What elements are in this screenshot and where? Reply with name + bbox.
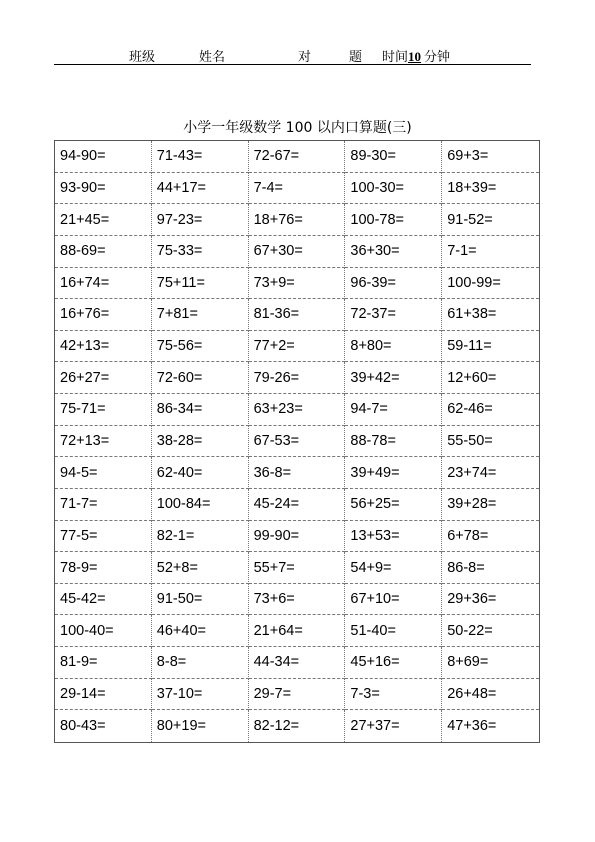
problem-cell: 39+42= bbox=[345, 362, 442, 394]
problem-cell: 7-1= bbox=[442, 236, 539, 268]
problem-cell: 97-23= bbox=[152, 204, 249, 236]
problem-cell: 47+36= bbox=[447, 718, 497, 735]
problem-cell: 21+45= bbox=[55, 204, 152, 236]
problem-cell: 8-8= bbox=[152, 647, 249, 679]
problem-cell: 72-60= bbox=[152, 362, 249, 394]
problem-cell: 18+39= bbox=[442, 173, 539, 205]
problem-cell: 82-12= bbox=[249, 710, 346, 742]
name-label: 姓名 bbox=[199, 50, 226, 65]
problem-cell: 39+28= bbox=[442, 489, 539, 521]
problem-cell: 27+37= bbox=[345, 710, 442, 742]
problem-cell: 81-9= bbox=[55, 647, 152, 679]
problem-cell: 54+9= bbox=[345, 552, 442, 584]
problem-cell: 61+38= bbox=[442, 299, 539, 331]
problem-cell: 26+27= bbox=[55, 362, 152, 394]
problem-cell: 8+80= bbox=[345, 331, 442, 363]
score-blank bbox=[315, 52, 349, 65]
problem-cell: 75-56= bbox=[152, 331, 249, 363]
problem-cell: 36+30= bbox=[345, 236, 442, 268]
problem-cell: 77+2= bbox=[249, 331, 346, 363]
problem-cell: 79-26= bbox=[249, 362, 346, 394]
problem-grid bbox=[54, 140, 540, 743]
problem-cell: 50-22= bbox=[442, 615, 539, 647]
problem-cell: 59-11= bbox=[442, 331, 539, 363]
problem-cell: 86-34= bbox=[152, 394, 249, 426]
problem-cell: 100-40= bbox=[55, 615, 152, 647]
worksheet-header bbox=[54, 42, 531, 65]
problem-cell: 26+48= bbox=[442, 679, 539, 711]
problem-cell: 51-40= bbox=[345, 615, 442, 647]
time-label: 时间 bbox=[382, 50, 409, 65]
problem-cell: 12+60= bbox=[442, 362, 539, 394]
problem-cell: 23+74= bbox=[442, 457, 539, 489]
problem-cell: 67+10= bbox=[345, 584, 442, 616]
class-field bbox=[129, 46, 189, 65]
problem-cell: 39+49= bbox=[345, 457, 442, 489]
problem-cell: 69+3= bbox=[442, 141, 539, 173]
problem-cell: 55-50= bbox=[442, 426, 539, 458]
problem-cell: 7+81= bbox=[152, 299, 249, 331]
problem-cell: 62-40= bbox=[152, 457, 249, 489]
problem-cell: 91-52= bbox=[442, 204, 539, 236]
problem-cell: 73+9= bbox=[249, 268, 346, 300]
problem-cell: 94-5= bbox=[55, 457, 152, 489]
problem-cell: 81-36= bbox=[249, 299, 346, 331]
problem-cell: 71-7= bbox=[55, 489, 152, 521]
problem-cell: 88-78= bbox=[345, 426, 442, 458]
problem-cell: 80+19= bbox=[152, 710, 249, 742]
problem-cell: 91-50= bbox=[152, 584, 249, 616]
problem-cell: 72-67= bbox=[249, 141, 346, 173]
problem-cell: 8+69= bbox=[442, 647, 539, 679]
worksheet-title: 小学一年级数学 100 以内口算题(三) bbox=[183, 120, 412, 136]
problem-cell: 38-28= bbox=[152, 426, 249, 458]
problem-cell: 67-53= bbox=[249, 426, 346, 458]
problem-cell: 73+6= bbox=[249, 584, 346, 616]
problem-cell: 55+7= bbox=[249, 552, 346, 584]
problem-cell: 77-5= bbox=[55, 521, 152, 553]
questions-label: 题 bbox=[349, 50, 363, 65]
class-blank bbox=[155, 52, 189, 65]
minutes-label: 分钟 bbox=[424, 50, 451, 65]
problem-cell: 36-8= bbox=[249, 457, 346, 489]
problem-cell: 18+76= bbox=[249, 204, 346, 236]
problem-cell: 88-69= bbox=[55, 236, 152, 268]
problem-cell: 44-34= bbox=[249, 647, 346, 679]
problem-cell: 21+64= bbox=[249, 615, 346, 647]
problem-cell: 100-78= bbox=[345, 204, 442, 236]
problem-cell: 100-30= bbox=[345, 173, 442, 205]
correct-label: 对 bbox=[298, 50, 312, 65]
problem-cell: 45-42= bbox=[55, 584, 152, 616]
problem-cell: 44+17= bbox=[152, 173, 249, 205]
problem-cell: 75-33= bbox=[152, 236, 249, 268]
problem-cell: 45+16= bbox=[345, 647, 442, 679]
score-field bbox=[298, 46, 362, 65]
problem-cell: 6+78= bbox=[442, 521, 539, 553]
problem-cell: 89-30= bbox=[345, 141, 442, 173]
problem-cell: 29+36= bbox=[442, 584, 539, 616]
problem-cell: 29-7= bbox=[249, 679, 346, 711]
problem-cell: 42+13= bbox=[55, 331, 152, 363]
problem-cell: 45-24= bbox=[249, 489, 346, 521]
problem-cell: 16+74= bbox=[55, 268, 152, 300]
problem-cell: 82-1= bbox=[152, 521, 249, 553]
problem-cell: 94-7= bbox=[345, 394, 442, 426]
name-field bbox=[199, 46, 279, 65]
problem-cell: 52+8= bbox=[152, 552, 249, 584]
problem-cell: 100-84= bbox=[152, 489, 249, 521]
problem-cell: 7-3= bbox=[345, 679, 442, 711]
problem-cell: 29-14= bbox=[55, 679, 152, 711]
problem-cell: 93-90= bbox=[55, 173, 152, 205]
time-value: 10 bbox=[408, 49, 422, 64]
problem-cell: 99-90= bbox=[249, 521, 346, 553]
problem-cell: 75+11= bbox=[152, 268, 249, 300]
problem-cell: 78-9= bbox=[55, 552, 152, 584]
problem-cell: 94-90= bbox=[55, 141, 152, 173]
time-field bbox=[382, 46, 450, 65]
problem-cell: 75-71= bbox=[55, 394, 152, 426]
name-blank bbox=[225, 52, 279, 65]
problem-cell: 62-46= bbox=[442, 394, 539, 426]
problem-cell: 13+53= bbox=[345, 521, 442, 553]
problem-cell: 80-43= bbox=[55, 710, 152, 742]
problem-cell: 72-37= bbox=[345, 299, 442, 331]
problem-cell: 56+25= bbox=[345, 489, 442, 521]
problem-cell: 37-10= bbox=[152, 679, 249, 711]
problem-cell: 63+23= bbox=[249, 394, 346, 426]
problem-cell: 71-43= bbox=[152, 141, 249, 173]
problem-cell: 72+13= bbox=[55, 426, 152, 458]
problem-cell: 100-99= bbox=[442, 268, 539, 300]
problem-cell: 46+40= bbox=[152, 615, 249, 647]
problem-cell: 7-4= bbox=[249, 173, 346, 205]
problem-cell: 16+76= bbox=[55, 299, 152, 331]
problem-cell: 96-39= bbox=[345, 268, 442, 300]
class-label: 班级 bbox=[129, 50, 156, 65]
problem-cell: 86-8= bbox=[442, 552, 539, 584]
problem-cell: 67+30= bbox=[249, 236, 346, 268]
